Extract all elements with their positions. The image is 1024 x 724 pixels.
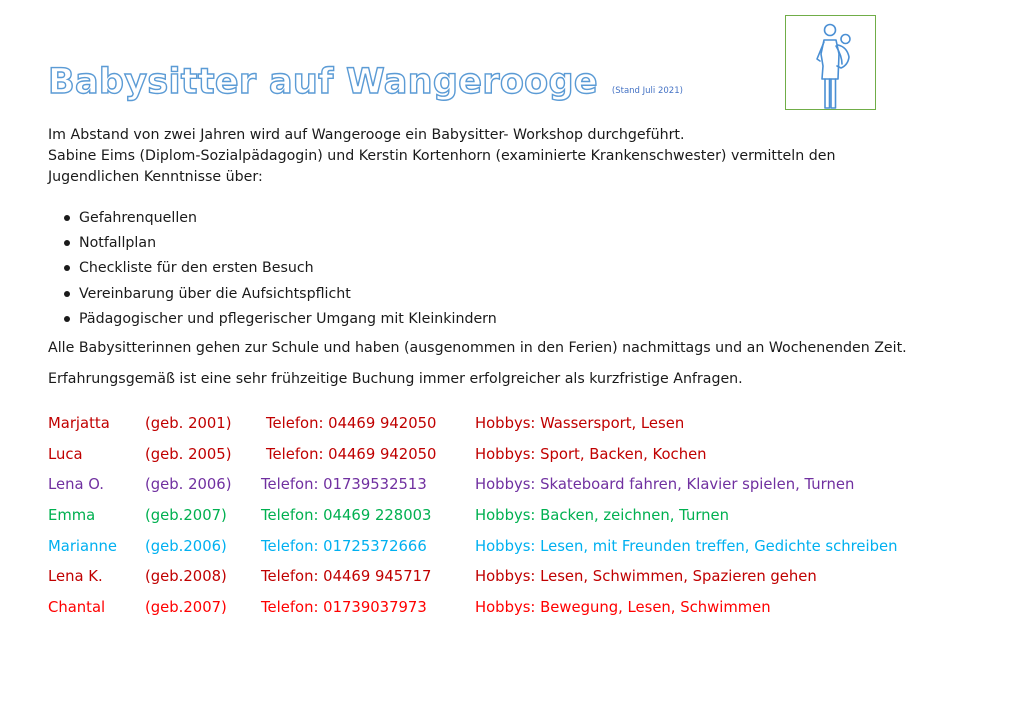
- babysitter-phone: Telefon: 01739037973: [261, 599, 427, 617]
- babysitter-list: [48, 413, 988, 628]
- babysitter-hobbies: Hobbys: Sport, Backen, Kochen: [475, 445, 707, 463]
- babysitter-name: Emma: [48, 507, 96, 525]
- babysitter-name: Marjatta: [48, 415, 110, 432]
- babysitter-born: (geb. 2006): [145, 476, 232, 494]
- babysitter-born: (geb.2007): [145, 507, 227, 525]
- babysitter-hobbies: Hobbys: Bewegung, Lesen, Schwimmen: [475, 599, 771, 617]
- list-item: Gefahrenquellen: [64, 205, 497, 230]
- babysitter-phone: Telefon: 01725372666: [261, 537, 427, 555]
- topic-list: [64, 205, 497, 331]
- babysitter-row: [48, 444, 988, 475]
- babysitter-phone: Telefon: 01739532513: [261, 476, 427, 494]
- intro-line: Im Abstand von zwei Jahren wird auf Wangerooge ein Babysitter- Workshop durchgeführt.: [48, 127, 685, 143]
- schedule-paragraph: Alle Babysitterinnen gehen zur Schule und haben (ausgenommen in den Ferien) nachmittags und an Wochenenden Zeit.: [48, 340, 907, 356]
- babysitter-row: [48, 597, 988, 628]
- babysitter-name: Lena O.: [48, 476, 104, 494]
- intro-line: Jugendlichen Kenntnisse über:: [48, 169, 263, 185]
- woman-holding-child-icon: [786, 16, 877, 111]
- babysitter-born: (geb. 2005): [145, 445, 232, 463]
- list-item: Checkliste für den ersten Besuch: [64, 256, 497, 281]
- babysitter-row: [48, 413, 988, 444]
- list-item: Pädagogischer und pflegerischer Umgang mit Kleinkindern: [64, 306, 497, 331]
- intro-text: [48, 125, 968, 188]
- babysitter-born: (geb.2007): [145, 599, 227, 617]
- page-title: Babysitter auf Wangerooge: [48, 62, 598, 102]
- bullet-icon: [64, 316, 70, 322]
- babysitter-hobbies: Hobbys: Lesen, Schwimmen, Spazieren gehen: [475, 568, 817, 586]
- babysitter-row: [48, 536, 988, 567]
- bullet-icon: [64, 265, 70, 271]
- babysitter-hobbies: Hobbys: Backen, zeichnen, Turnen: [475, 507, 730, 525]
- stand-date: (Stand Juli 2021): [611, 86, 683, 96]
- babysitter-hobbies: Hobbys: Lesen, mit Freunden treffen, Gedichte schreiben: [475, 537, 898, 555]
- babysitter-phone: Telefon: 04469 942050: [266, 445, 437, 463]
- booking-paragraph: Erfahrungsgemäß ist eine sehr frühzeitige Buchung immer erfolgreicher als kurzfristige Anfragen.: [48, 371, 743, 387]
- babysitter-row: [48, 474, 988, 505]
- babysitter-hobbies: Hobbys: Wassersport, Lesen: [475, 415, 685, 432]
- babysitter-phone: Telefon: 04469 228003: [261, 507, 432, 525]
- babysitter-hobbies: Hobbys: Skateboard fahren, Klavier spielen, Turnen: [475, 476, 855, 494]
- babysitter-phone: Telefon: 04469 942050: [266, 415, 437, 432]
- babysitter-born: (geb. 2001): [145, 415, 232, 432]
- title-row: [48, 62, 683, 102]
- babysitter-name: Chantal: [48, 599, 106, 617]
- bullet-icon: [64, 240, 70, 246]
- intro-line: Sabine Eims (Diplom-Sozialpädagogin) und Kerstin Kortenhorn (examinierte Krankenschwester) vermitteln den: [48, 148, 836, 164]
- bullet-icon: [64, 291, 70, 297]
- logo-box: [785, 15, 876, 110]
- list-item: Vereinbarung über die Aufsichtspflicht: [64, 281, 497, 306]
- babysitter-name: Marianne: [48, 537, 117, 555]
- babysitter-born: (geb.2006): [145, 537, 227, 555]
- babysitter-born: (geb.2008): [145, 568, 227, 586]
- bullet-icon: [64, 215, 70, 221]
- babysitter-row: [48, 566, 988, 597]
- list-item: Notfallplan: [64, 230, 497, 255]
- babysitter-name: Lena K.: [48, 568, 103, 586]
- babysitter-phone: Telefon: 04469 945717: [261, 568, 432, 586]
- babysitter-row: [48, 505, 988, 536]
- babysitter-name: Luca: [48, 445, 83, 463]
